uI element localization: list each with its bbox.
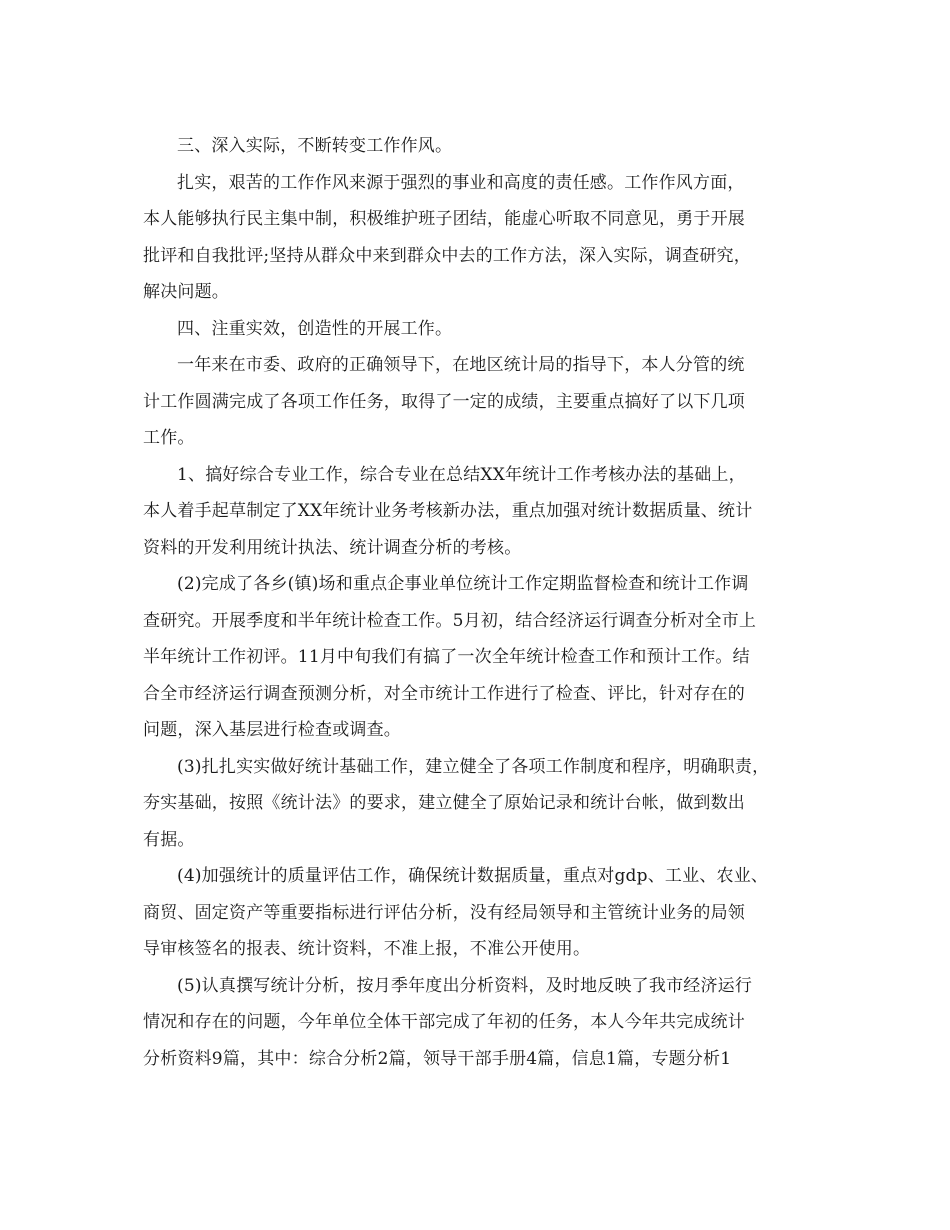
paragraph-line: 有据。 <box>143 829 195 850</box>
paragraph-line: 计工作圆满完成了各项工作任务，取得了一定的成绩，主要重点搞好了以下几项 <box>143 391 745 412</box>
paragraph-line: 合全市经济运行调查预测分析，对全市统计工作进行了检查、评比，针对存在的 <box>143 683 745 704</box>
paragraph-line: 扎实，艰苦的工作作风来源于强烈的事业和高度的责任感。工作作风方面， <box>177 172 745 193</box>
paragraph-line: 本人能够执行民主集中制，积极维护班子团结，能虚心听取不同意见，勇于开展 <box>143 209 745 229</box>
paragraph-line: 问题，深入基层进行检查或调查。 <box>143 720 401 740</box>
paragraph-line: 一年来在市委、政府的正确领导下，在地区统计局的指导下，本人分管的统 <box>177 355 745 375</box>
paragraph-line: 半年统计工作初评。11月中旬我们有搞了一次全年统计检查工作和预计工作。结 <box>143 647 750 667</box>
section-heading-4: 四、注重实效，创造性的开展工作。 <box>177 318 453 339</box>
section-heading-3: 三、深入实际，不断转变工作作风。 <box>177 136 453 156</box>
list-item-1: 1、搞好综合专业工作，综合专业在总结XX年统计工作考核办法的基础上， <box>177 464 746 485</box>
paragraph-line: 资料的开发利用统计执法、统计调查分析的考核。 <box>143 537 522 558</box>
list-item-5: (5)认真撰写统计分析，按月季年度出分析资料，及时地反映了我市经济运行 <box>177 975 753 996</box>
paragraph-line: 分析资料9篇，其中：综合分析2篇，领导干部手册4篇，信息1篇，专题分析1 <box>143 1048 732 1069</box>
paragraph-line: 工作。 <box>143 428 195 448</box>
paragraph-line: 夯实基础，按照《统计法》的要求，建立健全了原始记录和统计台帐，做到数出 <box>143 793 745 813</box>
list-item-3: (3)扎扎实实做好统计基础工作，建立健全了各项工作制度和程序，明确职责， <box>177 756 770 777</box>
paragraph-line: 批评和自我批评;坚持从群众中来到群众中去的工作方法，深入实际，调查研究， <box>143 245 751 266</box>
paragraph-line: 查研究。开展季度和半年统计检查工作。5月初，结合经济运行调查分析对全市上 <box>143 610 757 631</box>
list-item-2: (2)完成了各乡(镇)场和重点企事业单位统计工作定期监督检查和统计工作调 <box>177 574 749 594</box>
paragraph-line: 导审核签名的报表、统计资料，不准上报，不准公开使用。 <box>143 939 591 959</box>
paragraph-line: 情况和存在的问题，今年单位全体干部完成了年初的任务，本人今年共完成统计 <box>143 1012 745 1032</box>
list-item-4: (4)加强统计的质量评估工作，确保统计数据质量，重点对gdp、工业、农业、 <box>177 866 769 886</box>
paragraph-line: 解决问题。 <box>143 282 229 302</box>
paragraph-line: 本人着手起草制定了XX年统计业务考核新办法，重点加强对统计数据质量、统计 <box>143 501 753 521</box>
paragraph-line: 商贸、固定资产等重要指标进行评估分析，没有经局领导和主管统计业务的局领 <box>143 902 745 923</box>
document-body <box>143 128 803 1077</box>
